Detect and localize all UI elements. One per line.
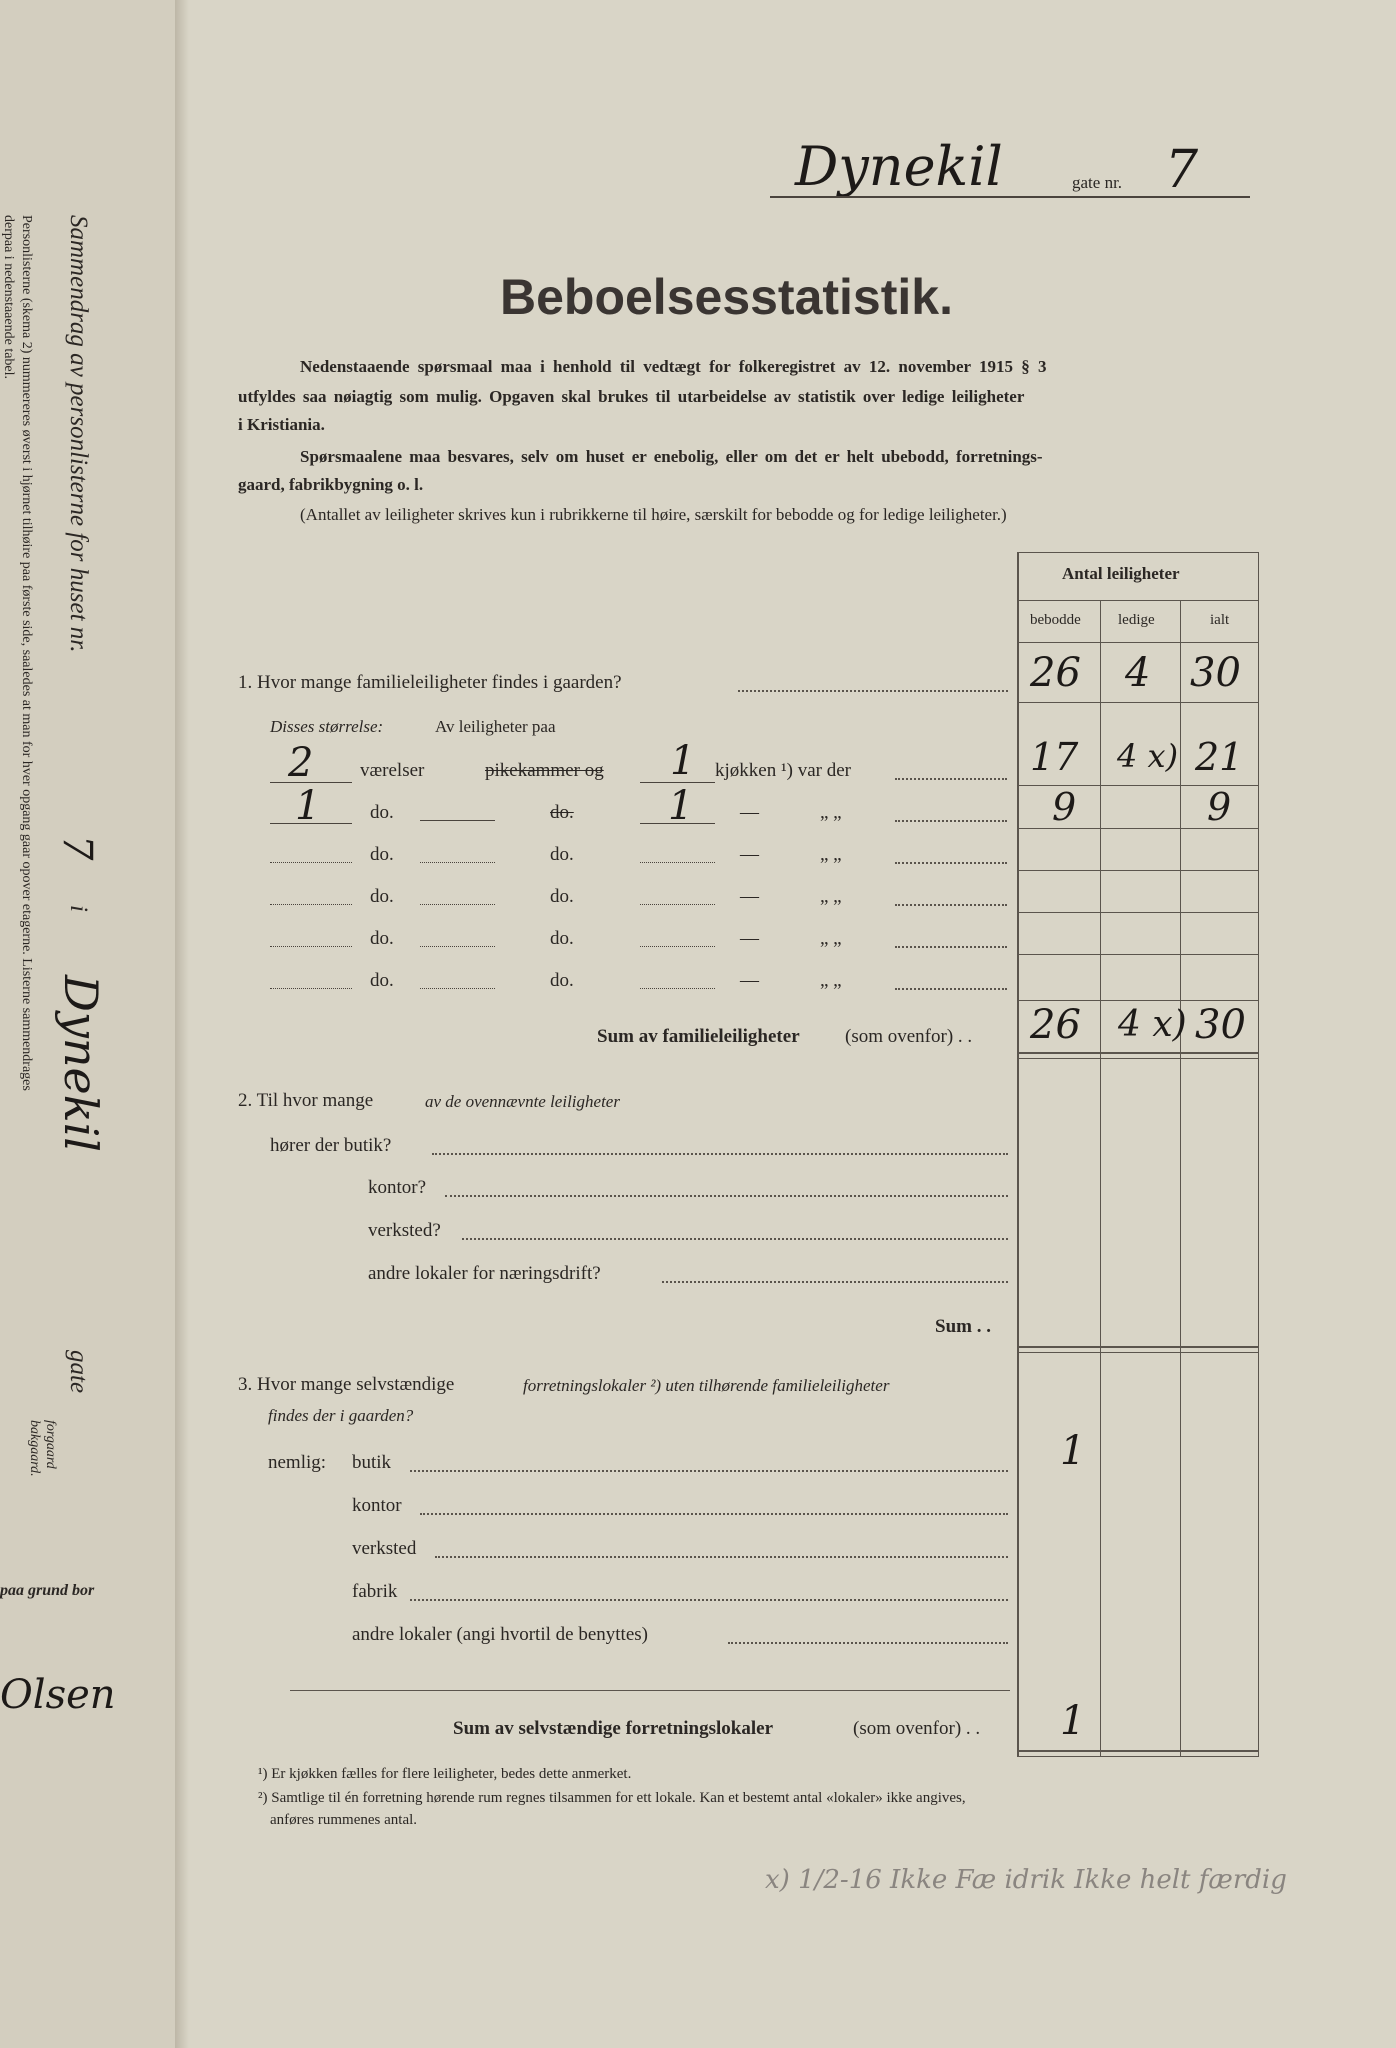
row3-dots [895,862,1007,864]
row2-w1: do. [370,802,394,823]
row6-w1: do. [370,970,394,991]
q2-kontor-dots [445,1195,1008,1197]
row2-bebodde: 9 [1052,785,1077,829]
table-subheader-line [1017,600,1259,601]
q3-item-verksted: verksted [352,1538,417,1559]
row6-line [1017,1000,1259,1001]
row3-line [1017,870,1259,871]
q2-label-a: 2. Til hvor mange [238,1090,374,1111]
col-ledige-header: ledige [1118,612,1155,628]
q2-sum: Sum . . [935,1316,991,1337]
q3-kontor-dots [420,1513,1008,1515]
table-col-sep-1 [1100,600,1101,1757]
footnote-1: ¹) Er kjøkken fælles for flere leiligheter, bedes dette anmerket. [258,1766,632,1782]
pencil-note: x) 1/2-16 Ikke Fæ idrik Ikke helt færdig [765,1865,1287,1895]
row1-pike: pikekammer og [485,760,604,781]
q1-sizes-label: Disses størrelse: [270,717,384,736]
q3-item-kontor: kontor [352,1495,402,1516]
q1-sum-line-1 [1017,1052,1259,1054]
sidebar-title: Sammendrag av personlisterne for huset nr. [65,215,92,653]
row5-line [1017,954,1259,955]
row6-pike: do. [550,970,574,991]
street-number: 7 [1165,140,1199,200]
sidebar-instructions-2: derpaa i nedenstaaende tabel. [1,215,16,380]
q3-butik-value: 1 [1060,1428,1086,1474]
table-col-sep-2 [1180,600,1181,1757]
row2-pike: do. [550,802,574,823]
sidebar-i: i [65,905,92,912]
sidebar-street: Dynekil [54,975,108,1153]
q2-item-butik: hører der butik? [270,1135,392,1156]
q1-sum-ialt: 30 [1195,1002,1246,1048]
row5-q: „ „ [820,928,842,949]
q3-item-butik: butik [352,1452,392,1473]
q3-line1-a: 3. Hvor mange selvstændige [238,1374,455,1395]
row2-kitchen: 1 [668,783,694,829]
row3-w1-line [420,862,495,863]
row3-rooms-line [270,862,352,863]
sidebar-grund: paa grund bor [0,1582,95,1599]
intro-p2-l2: gaard, fabrikbygning o. l. [238,475,424,494]
row2-q: „ „ [820,802,842,823]
q1-sum-bebodde: 26 [1030,1002,1081,1048]
row1-w1: værelser [360,760,425,781]
q1-label: 1. Hvor mange familieleiligheter findes i gaarden? [238,672,622,693]
q3-item-fabrik: fabrik [352,1581,398,1602]
q3-butik-dots [410,1470,1008,1472]
q1-ialt: 30 [1190,650,1241,696]
row1-bebodde: 17 [1030,735,1079,779]
page-fold [175,0,189,2048]
gate-label: gate nr. [1072,173,1123,192]
row3-w2: — [740,844,759,865]
q3-sum-line-1 [1017,1750,1259,1752]
q1-sizes-rest: Av leiligheter paa [435,717,556,736]
q2-verksted-dots [462,1238,1008,1240]
row1-dots [895,778,1007,780]
row2-ialt: 9 [1207,785,1232,829]
q2-item-andre: andre lokaler for næringsdrift? [368,1263,601,1284]
row5-rooms-line [270,946,352,947]
q1-bebodde: 26 [1030,650,1081,696]
q1-sum-ledige: 4 x) [1118,1004,1187,1045]
col-ialt-header: ialt [1210,612,1230,628]
row5-dots [895,946,1007,948]
row1-rooms: 2 [288,740,314,786]
q1-ledige: 4 [1125,650,1151,696]
table-header-bottom [1017,642,1259,643]
q2-butik-dots [432,1153,1008,1155]
col-bebodde-header: bebodde [1030,612,1081,628]
row4-dots [895,904,1007,906]
q3-item-andre: andre lokaler (angi hvortil de benyttes) [352,1624,648,1645]
table-top [1017,552,1259,553]
row4-line [1017,912,1259,913]
row4-w1-line [420,904,495,905]
q1-dots [738,690,1008,692]
row3-kitchen-line [640,862,715,863]
table-right [1258,552,1259,1757]
q3-separator [290,1690,1010,1691]
q1-sum-suffix: (som ovenfor) . . [845,1026,973,1047]
sidebar-instructions: Personlisterne (skema 2) nummereres øverst i hjørnet tilhøire paa første side, saaledes at man for hver opgang gaar opover etagerne. Listerne sammendrages [19,215,34,1091]
row1-ialt: 21 [1195,735,1244,779]
table-group-header: Antal leiligheter [1062,564,1180,583]
sidebar-gate: gate [65,1350,92,1394]
intro-p1-l1: Nedenstaaende spørsmaal maa i henhold til vedtægt for folkeregistret av 12. november 1915 § 3 [300,357,1047,376]
q2-sum-line-2 [1017,1352,1259,1353]
q2-andre-dots [662,1281,1008,1283]
footnote-2a: ²) Samtlige til én forretning hørende rum regnes tilsammen for ett lokale. Kan et bestemt antal «lokaler» ikke angives, [258,1790,966,1806]
row6-q: „ „ [820,970,842,991]
street-name: Dynekil [795,135,1003,198]
sidebar-owner: Olsen [0,1672,116,1718]
row6-dots [895,988,1007,990]
row1-ledige: 4 x) [1117,737,1179,775]
page-title: Beboelsesstatistik. [500,269,953,325]
row1-kitchen: 1 [670,738,696,784]
row2-dots [895,820,1007,822]
row3-q: „ „ [820,844,842,865]
q3-sum-suffix: (som ovenfor) . . [853,1718,981,1739]
intro-p3: (Antallet av leiligheter skrives kun i rubrikkerne til høire, særskilt for bebodde og for ledige leiligheter.) [300,505,1007,524]
q2-sum-line-1 [1017,1346,1259,1348]
sidebar-forgaard: forgaard [43,1420,58,1469]
q3-fabrik-dots [410,1599,1008,1601]
row3-pike: do. [550,844,574,865]
row5-w2: — [740,928,759,949]
row2-rooms: 1 [295,783,321,829]
q3-line2: findes der i gaarden? [268,1406,414,1425]
row4-kitchen-line [640,904,715,905]
row4-rooms-line [270,904,352,905]
row6-kitchen-line [640,988,715,989]
q3-line1-b: forretningslokaler ²) uten tilhørende familieleiligheter [523,1376,890,1395]
intro-p1-l2: utfyldes saa nøiagtig som mulig. Opgaven skal brukes til utarbeidelse av statistik over ledige leiligheter [238,387,1025,406]
intro-p1-l3: i Kristiania. [238,415,325,434]
row4-q: „ „ [820,886,842,907]
row6-w2: — [740,970,759,991]
q3-sum-value: 1 [1060,1698,1086,1744]
q1-sum-label: Sum av familieleiligheter [597,1026,800,1047]
q1-row-line [1017,702,1259,703]
row6-rooms-line [270,988,352,989]
sidebar-house-number: 7 [54,835,100,861]
footnote-2b: anføres rummenes antal. [270,1812,418,1828]
row5-kitchen-line [640,946,715,947]
q3-sum-line-2 [1017,1756,1259,1757]
intro-p2-l1: Spørsmaalene maa besvares, selv om huset er enebolig, eller om det er helt ubebodd, forretnings- [300,447,1043,466]
q3-andre-dots [728,1642,1008,1644]
row5-w1-line [420,946,495,947]
row2-kitchen-line [640,823,715,824]
row3-w1: do. [370,844,394,865]
q3-verksted-dots [435,1556,1008,1558]
row5-w1: do. [370,928,394,949]
row4-pike: do. [550,886,574,907]
row2-line [1017,828,1259,829]
row4-w1: do. [370,886,394,907]
row5-pike: do. [550,928,574,949]
row6-w1-line [420,988,495,989]
row2-w2: — [740,802,759,823]
row4-w2: — [740,886,759,907]
table-left [1017,552,1019,1757]
street-underline [770,196,1250,198]
q2-label-b: av de ovennævnte leiligheter [425,1092,620,1111]
q2-item-kontor: kontor? [368,1177,427,1198]
sidebar-bakgaard: bakgaard. [27,1420,42,1477]
row2-rooms-line [270,823,352,824]
row1-w2: kjøkken ¹) var der [715,760,852,781]
row2-w1-line [420,820,495,821]
q3-sum-label: Sum av selvstændige forretningslokaler [453,1718,774,1739]
q1-sum-line-2 [1017,1058,1259,1059]
q2-item-verksted: verksted? [368,1220,441,1241]
q3-nemlig: nemlig: [268,1452,327,1473]
